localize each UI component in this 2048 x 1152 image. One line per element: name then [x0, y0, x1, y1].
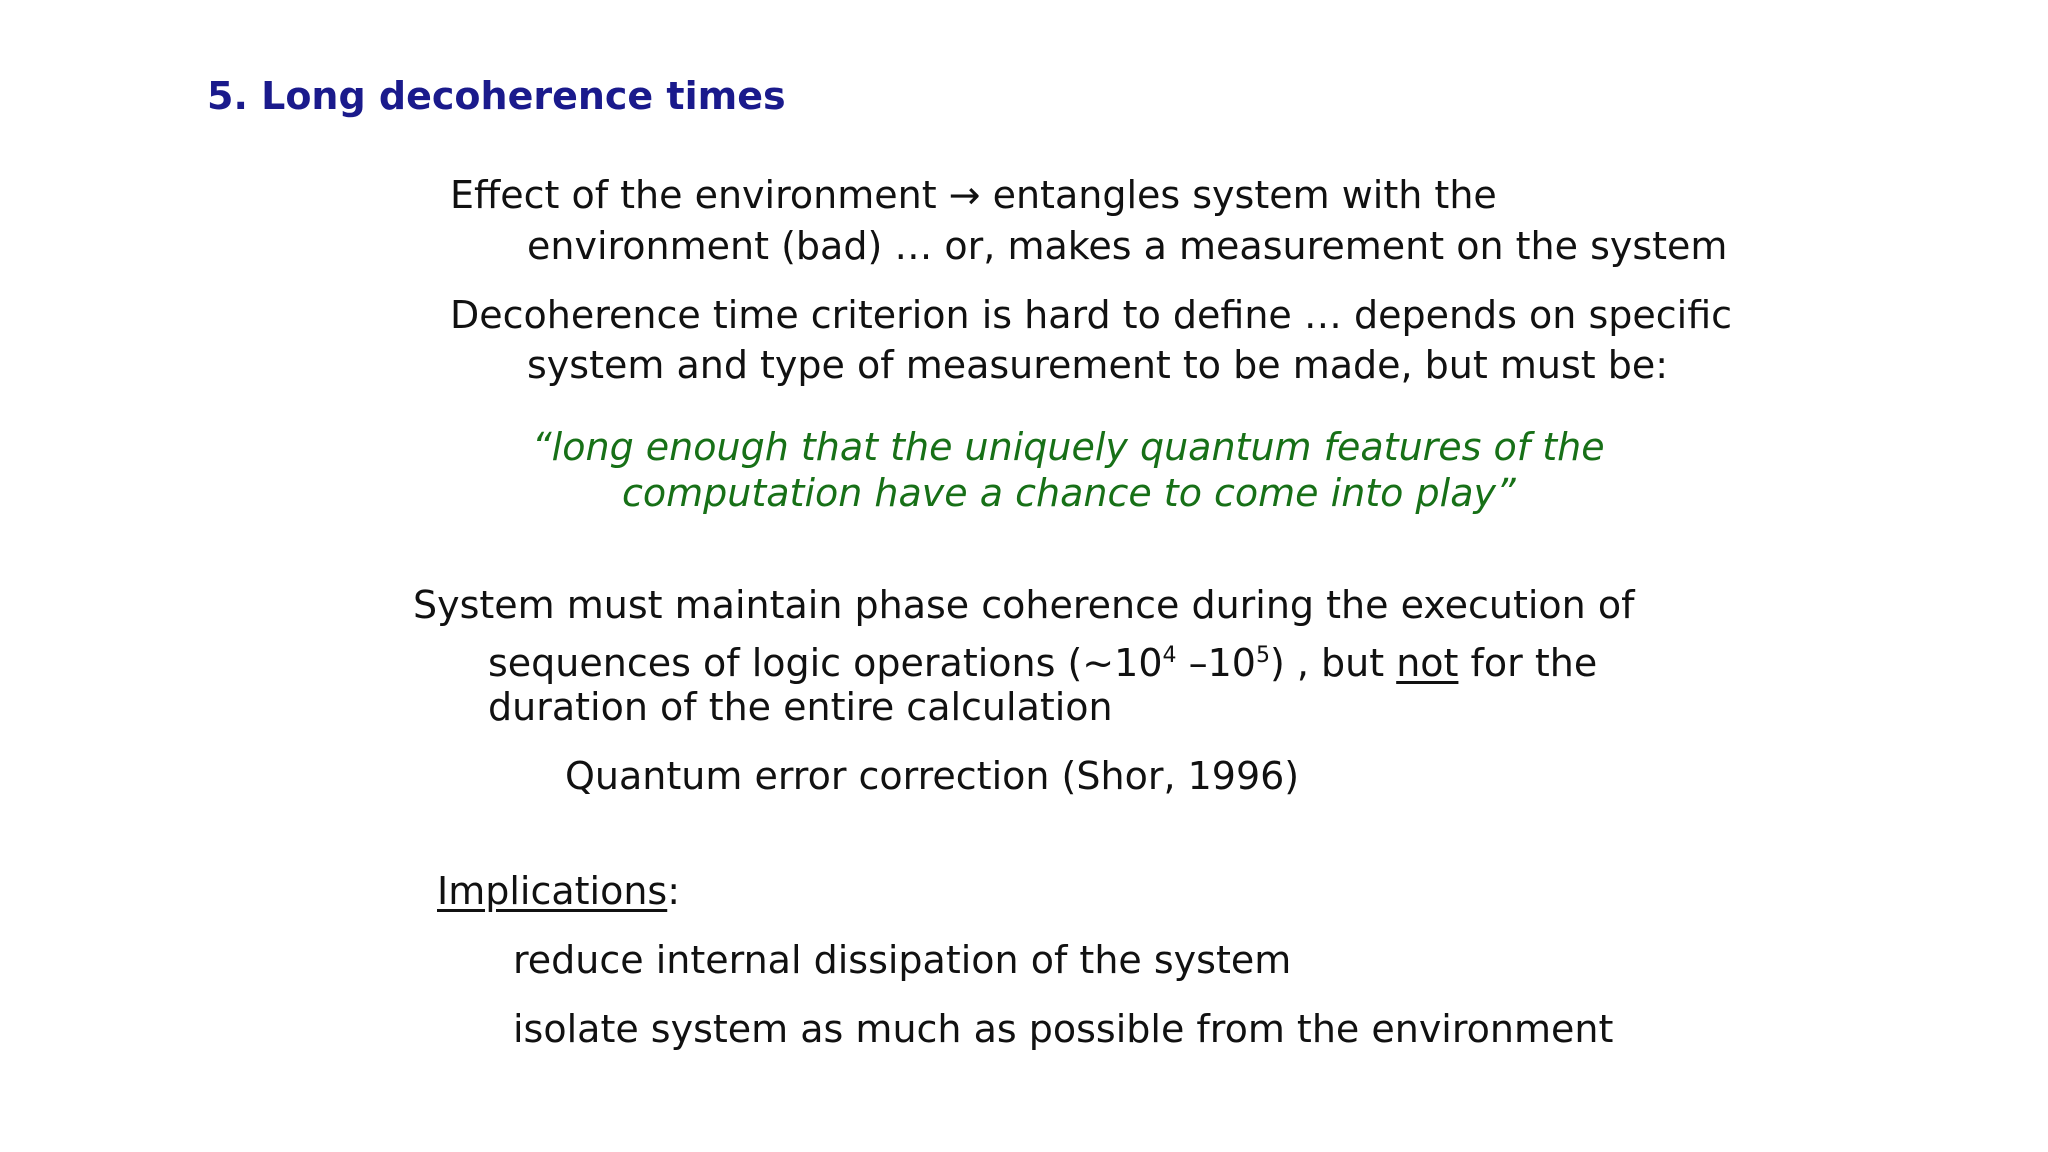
slide-title: 5. Long decoherence times — [207, 74, 786, 118]
implication-item-2: isolate system as much as possible from the environment — [513, 1007, 1614, 1051]
quote-line-1: “long enough that the uniquely quantum features of the — [532, 425, 1605, 469]
not-emphasis: not — [1396, 641, 1459, 685]
implications-label: Implications — [437, 869, 668, 913]
implications-heading — [437, 866, 680, 916]
quote-line-2: computation have a chance to come into play” — [622, 471, 1516, 515]
error-correction-line: Quantum error correction (Shor, 1996) — [565, 754, 1300, 798]
implication-item-1: reduce internal dissipation of the system — [513, 938, 1292, 982]
coherence-text-b: –10 — [1176, 641, 1256, 685]
coherence-line-3: duration of the entire calculation — [488, 685, 1113, 729]
criterion-line-2: system and type of measurement to be made, but must be: — [527, 343, 1669, 387]
coherence-text-a: sequences of logic operations (~10 — [488, 641, 1163, 685]
coherence-line-2 — [488, 631, 1597, 688]
criterion-line-1: Decoherence time criterion is hard to define … depends on specific — [450, 293, 1733, 337]
implications-colon: : — [667, 869, 681, 913]
coherence-text-d: for the — [1458, 641, 1598, 685]
exponent-5: 5 — [1255, 643, 1270, 668]
coherence-text-c: ) , but — [1269, 641, 1397, 685]
coherence-line-1: System must maintain phase coherence during the execution of — [413, 583, 1635, 627]
effect-line-1: Effect of the environment → entangles system with the — [450, 173, 1497, 217]
exponent-4: 4 — [1162, 643, 1177, 668]
effect-line-2: environment (bad) … or, makes a measurement on the system — [527, 224, 1728, 268]
